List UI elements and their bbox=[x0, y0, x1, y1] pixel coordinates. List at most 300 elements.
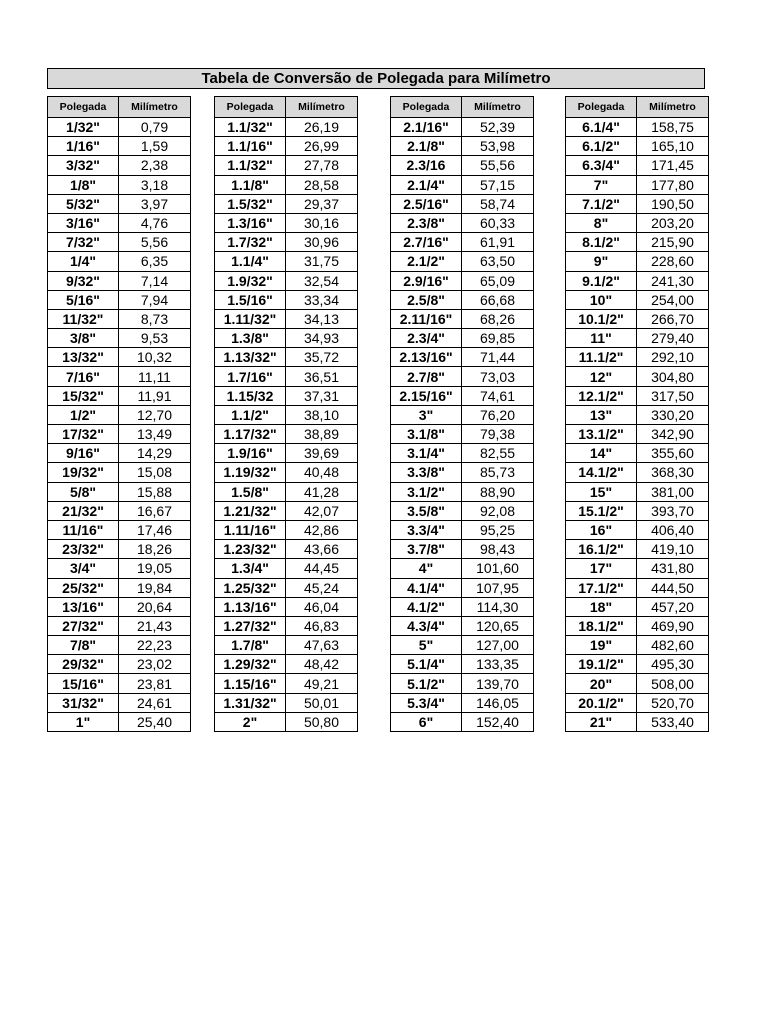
mm-cell: 88,90 bbox=[462, 482, 534, 501]
inch-cell: 2.1/2" bbox=[391, 252, 462, 271]
inch-cell: 1.1/32" bbox=[215, 156, 286, 175]
inch-cell: 3.1/4" bbox=[391, 444, 462, 463]
mm-cell: 3,97 bbox=[119, 194, 191, 213]
column-header-mm: Milímetro bbox=[637, 97, 709, 118]
inch-cell: 2" bbox=[215, 712, 286, 731]
table-row bbox=[48, 137, 191, 156]
mm-cell: 13,49 bbox=[119, 425, 191, 444]
table-row bbox=[48, 367, 191, 386]
table-row bbox=[215, 501, 358, 520]
inch-cell: 2.13/16" bbox=[391, 348, 462, 367]
table-row bbox=[215, 271, 358, 290]
table-row bbox=[215, 559, 358, 578]
table-row bbox=[566, 156, 709, 175]
table-row bbox=[215, 616, 358, 635]
table-row bbox=[566, 520, 709, 539]
table-row bbox=[48, 482, 191, 501]
mm-cell: 38,89 bbox=[286, 425, 358, 444]
inch-cell: 1.7/8" bbox=[215, 636, 286, 655]
mm-cell: 41,28 bbox=[286, 482, 358, 501]
mm-cell: 29,37 bbox=[286, 194, 358, 213]
table-row bbox=[566, 271, 709, 290]
inch-cell: 1.25/32" bbox=[215, 578, 286, 597]
column-header-mm: Milímetro bbox=[462, 97, 534, 118]
inch-cell: 1.11/16" bbox=[215, 520, 286, 539]
mm-cell: 95,25 bbox=[462, 520, 534, 539]
mm-cell: 190,50 bbox=[637, 194, 709, 213]
table-row bbox=[215, 712, 358, 731]
table-row bbox=[48, 405, 191, 424]
table-row bbox=[48, 693, 191, 712]
table-row bbox=[215, 578, 358, 597]
mm-cell: 32,54 bbox=[286, 271, 358, 290]
table-row bbox=[391, 175, 534, 194]
inch-cell: 2.3/8" bbox=[391, 213, 462, 232]
table-row bbox=[566, 329, 709, 348]
mm-cell: 68,26 bbox=[462, 309, 534, 328]
mm-cell: 23,02 bbox=[119, 655, 191, 674]
inch-cell: 18" bbox=[566, 597, 637, 616]
inch-cell: 1.19/32" bbox=[215, 463, 286, 482]
inch-cell: 13/32" bbox=[48, 348, 119, 367]
inch-cell: 2.7/8" bbox=[391, 367, 462, 386]
table-row bbox=[391, 271, 534, 290]
table-row bbox=[391, 444, 534, 463]
inch-cell: 1.13/32" bbox=[215, 348, 286, 367]
mm-cell: 39,69 bbox=[286, 444, 358, 463]
mm-cell: 2,38 bbox=[119, 156, 191, 175]
mm-cell: 73,03 bbox=[462, 367, 534, 386]
mm-cell: 38,10 bbox=[286, 405, 358, 424]
mm-cell: 14,29 bbox=[119, 444, 191, 463]
mm-cell: 15,08 bbox=[119, 463, 191, 482]
mm-cell: 165,10 bbox=[637, 137, 709, 156]
mm-cell: 28,58 bbox=[286, 175, 358, 194]
inch-cell: 1.3/8" bbox=[215, 329, 286, 348]
table-row bbox=[391, 520, 534, 539]
mm-cell: 520,70 bbox=[637, 693, 709, 712]
table-row bbox=[391, 655, 534, 674]
inch-cell: 3.3/8" bbox=[391, 463, 462, 482]
mm-cell: 30,96 bbox=[286, 233, 358, 252]
table-row bbox=[215, 463, 358, 482]
inch-cell: 25/32" bbox=[48, 578, 119, 597]
conversion-table-3 bbox=[390, 96, 534, 732]
mm-cell: 20,64 bbox=[119, 597, 191, 616]
mm-cell: 46,04 bbox=[286, 597, 358, 616]
table-row bbox=[566, 636, 709, 655]
inch-cell: 1.13/16" bbox=[215, 597, 286, 616]
inch-cell: 15/32" bbox=[48, 386, 119, 405]
mm-cell: 82,55 bbox=[462, 444, 534, 463]
inch-cell: 2.3/16 bbox=[391, 156, 462, 175]
mm-cell: 74,61 bbox=[462, 386, 534, 405]
mm-cell: 330,20 bbox=[637, 405, 709, 424]
mm-cell: 23,81 bbox=[119, 674, 191, 693]
inch-cell: 8.1/2" bbox=[566, 233, 637, 252]
mm-cell: 279,40 bbox=[637, 329, 709, 348]
mm-cell: 3,18 bbox=[119, 175, 191, 194]
inch-cell: 13" bbox=[566, 405, 637, 424]
inch-cell: 1.23/32" bbox=[215, 540, 286, 559]
mm-cell: 42,07 bbox=[286, 501, 358, 520]
table-row bbox=[391, 405, 534, 424]
table-row bbox=[215, 674, 358, 693]
table-row bbox=[391, 386, 534, 405]
mm-cell: 508,00 bbox=[637, 674, 709, 693]
column-header-inch: Polegada bbox=[48, 97, 119, 118]
mm-cell: 53,98 bbox=[462, 137, 534, 156]
inch-cell: 15/16" bbox=[48, 674, 119, 693]
table-row bbox=[566, 444, 709, 463]
mm-cell: 11,91 bbox=[119, 386, 191, 405]
table-row bbox=[566, 309, 709, 328]
inch-cell: 2.7/16" bbox=[391, 233, 462, 252]
table-row bbox=[566, 367, 709, 386]
inch-cell: 11.1/2" bbox=[566, 348, 637, 367]
inch-cell: 1.15/32 bbox=[215, 386, 286, 405]
inch-cell: 1/32" bbox=[48, 118, 119, 137]
mm-cell: 146,05 bbox=[462, 693, 534, 712]
table-row bbox=[48, 271, 191, 290]
mm-cell: 26,19 bbox=[286, 118, 358, 137]
inch-cell: 10.1/2" bbox=[566, 309, 637, 328]
table-row bbox=[566, 597, 709, 616]
inch-cell: 11/32" bbox=[48, 309, 119, 328]
inch-cell: 1.21/32" bbox=[215, 501, 286, 520]
table-row bbox=[391, 559, 534, 578]
table-row bbox=[391, 348, 534, 367]
inch-cell: 1.15/16" bbox=[215, 674, 286, 693]
table-row bbox=[566, 559, 709, 578]
mm-cell: 152,40 bbox=[462, 712, 534, 731]
inch-cell: 3/4" bbox=[48, 559, 119, 578]
table-row bbox=[215, 252, 358, 271]
table-row bbox=[391, 233, 534, 252]
mm-cell: 34,13 bbox=[286, 309, 358, 328]
inch-cell: 20" bbox=[566, 674, 637, 693]
table-row bbox=[48, 194, 191, 213]
mm-cell: 17,46 bbox=[119, 520, 191, 539]
table-row bbox=[215, 290, 358, 309]
mm-cell: 368,30 bbox=[637, 463, 709, 482]
mm-cell: 444,50 bbox=[637, 578, 709, 597]
mm-cell: 1,59 bbox=[119, 137, 191, 156]
table-row bbox=[391, 425, 534, 444]
mm-cell: 133,35 bbox=[462, 655, 534, 674]
table-row bbox=[391, 501, 534, 520]
inch-cell: 29/32" bbox=[48, 655, 119, 674]
mm-cell: 381,00 bbox=[637, 482, 709, 501]
mm-cell: 469,90 bbox=[637, 616, 709, 635]
mm-cell: 107,95 bbox=[462, 578, 534, 597]
table-row bbox=[215, 597, 358, 616]
inch-cell: 7/32" bbox=[48, 233, 119, 252]
table-row bbox=[215, 175, 358, 194]
inch-cell: 27/32" bbox=[48, 616, 119, 635]
mm-cell: 30,16 bbox=[286, 213, 358, 232]
table-row bbox=[215, 156, 358, 175]
table-row bbox=[48, 213, 191, 232]
inch-cell: 1" bbox=[48, 712, 119, 731]
inch-cell: 5.3/4" bbox=[391, 693, 462, 712]
mm-cell: 47,63 bbox=[286, 636, 358, 655]
inch-cell: 1/4" bbox=[48, 252, 119, 271]
header-row bbox=[48, 97, 191, 118]
table-row bbox=[566, 616, 709, 635]
mm-cell: 31,75 bbox=[286, 252, 358, 271]
table-row bbox=[48, 616, 191, 635]
inch-cell: 21" bbox=[566, 712, 637, 731]
inch-cell: 1.5/16" bbox=[215, 290, 286, 309]
inch-cell: 3.1/2" bbox=[391, 482, 462, 501]
inch-cell: 19" bbox=[566, 636, 637, 655]
table-row bbox=[391, 540, 534, 559]
table-row bbox=[215, 655, 358, 674]
header-row bbox=[391, 97, 534, 118]
inch-cell: 19.1/2" bbox=[566, 655, 637, 674]
inch-cell: 7.1/2" bbox=[566, 194, 637, 213]
mm-cell: 50,80 bbox=[286, 712, 358, 731]
mm-cell: 50,01 bbox=[286, 693, 358, 712]
table-row bbox=[391, 674, 534, 693]
table-row bbox=[391, 597, 534, 616]
mm-cell: 25,40 bbox=[119, 712, 191, 731]
mm-cell: 158,75 bbox=[637, 118, 709, 137]
mm-cell: 44,45 bbox=[286, 559, 358, 578]
table-row bbox=[566, 118, 709, 137]
table-row bbox=[215, 137, 358, 156]
mm-cell: 40,48 bbox=[286, 463, 358, 482]
mm-cell: 52,39 bbox=[462, 118, 534, 137]
mm-cell: 37,31 bbox=[286, 386, 358, 405]
inch-cell: 1.1/8" bbox=[215, 175, 286, 194]
table-row bbox=[215, 405, 358, 424]
inch-cell: 1.31/32" bbox=[215, 693, 286, 712]
inch-cell: 23/32" bbox=[48, 540, 119, 559]
inch-cell: 1.1/2" bbox=[215, 405, 286, 424]
inch-cell: 3.7/8" bbox=[391, 540, 462, 559]
inch-cell: 1.7/32" bbox=[215, 233, 286, 252]
mm-cell: 120,65 bbox=[462, 616, 534, 635]
table-row bbox=[48, 386, 191, 405]
mm-cell: 292,10 bbox=[637, 348, 709, 367]
mm-cell: 7,94 bbox=[119, 290, 191, 309]
table-row bbox=[215, 636, 358, 655]
inch-cell: 1.7/16" bbox=[215, 367, 286, 386]
inch-cell: 12" bbox=[566, 367, 637, 386]
table-row bbox=[215, 540, 358, 559]
mm-cell: 431,80 bbox=[637, 559, 709, 578]
inch-cell: 13/16" bbox=[48, 597, 119, 616]
inch-cell: 6.1/4" bbox=[566, 118, 637, 137]
mm-cell: 63,50 bbox=[462, 252, 534, 271]
mm-cell: 49,21 bbox=[286, 674, 358, 693]
table-row bbox=[215, 444, 358, 463]
inch-cell: 15.1/2" bbox=[566, 501, 637, 520]
table-row bbox=[48, 501, 191, 520]
mm-cell: 46,83 bbox=[286, 616, 358, 635]
mm-cell: 61,91 bbox=[462, 233, 534, 252]
mm-cell: 19,05 bbox=[119, 559, 191, 578]
table-row bbox=[391, 309, 534, 328]
mm-cell: 406,40 bbox=[637, 520, 709, 539]
table-row bbox=[391, 118, 534, 137]
table-row bbox=[566, 252, 709, 271]
mm-cell: 35,72 bbox=[286, 348, 358, 367]
table-row bbox=[391, 712, 534, 731]
mm-cell: 76,20 bbox=[462, 405, 534, 424]
mm-cell: 9,53 bbox=[119, 329, 191, 348]
mm-cell: 22,23 bbox=[119, 636, 191, 655]
table-row bbox=[566, 137, 709, 156]
inch-cell: 1.3/16" bbox=[215, 213, 286, 232]
table-row bbox=[48, 712, 191, 731]
mm-cell: 127,00 bbox=[462, 636, 534, 655]
table-row bbox=[566, 540, 709, 559]
column-header-mm: Milímetro bbox=[286, 97, 358, 118]
mm-cell: 457,20 bbox=[637, 597, 709, 616]
mm-cell: 27,78 bbox=[286, 156, 358, 175]
table-row bbox=[566, 405, 709, 424]
inch-cell: 9/16" bbox=[48, 444, 119, 463]
conversion-table-4 bbox=[565, 96, 709, 732]
table-row bbox=[48, 329, 191, 348]
table-row bbox=[48, 559, 191, 578]
table-row bbox=[48, 674, 191, 693]
mm-cell: 139,70 bbox=[462, 674, 534, 693]
table-row bbox=[48, 655, 191, 674]
table-row bbox=[391, 290, 534, 309]
table-row bbox=[566, 482, 709, 501]
inch-cell: 2.3/4" bbox=[391, 329, 462, 348]
mm-cell: 19,84 bbox=[119, 578, 191, 597]
inch-cell: 1/16" bbox=[48, 137, 119, 156]
inch-cell: 6.1/2" bbox=[566, 137, 637, 156]
mm-cell: 254,00 bbox=[637, 290, 709, 309]
table-row bbox=[48, 636, 191, 655]
mm-cell: 10,32 bbox=[119, 348, 191, 367]
table-row bbox=[48, 578, 191, 597]
inch-cell: 1.27/32" bbox=[215, 616, 286, 635]
mm-cell: 5,56 bbox=[119, 233, 191, 252]
inch-cell: 1.11/32" bbox=[215, 309, 286, 328]
mm-cell: 57,15 bbox=[462, 175, 534, 194]
inch-cell: 19/32" bbox=[48, 463, 119, 482]
table-row bbox=[391, 194, 534, 213]
mm-cell: 79,38 bbox=[462, 425, 534, 444]
inch-cell: 17.1/2" bbox=[566, 578, 637, 597]
inch-cell: 5/32" bbox=[48, 194, 119, 213]
table-row bbox=[566, 693, 709, 712]
mm-cell: 215,90 bbox=[637, 233, 709, 252]
inch-cell: 14" bbox=[566, 444, 637, 463]
mm-cell: 66,68 bbox=[462, 290, 534, 309]
inch-cell: 4.3/4" bbox=[391, 616, 462, 635]
inch-cell: 5.1/4" bbox=[391, 655, 462, 674]
inch-cell: 3" bbox=[391, 405, 462, 424]
mm-cell: 26,99 bbox=[286, 137, 358, 156]
inch-cell: 12.1/2" bbox=[566, 386, 637, 405]
inch-cell: 1.9/16" bbox=[215, 444, 286, 463]
mm-cell: 43,66 bbox=[286, 540, 358, 559]
mm-cell: 6,35 bbox=[119, 252, 191, 271]
table-row bbox=[48, 233, 191, 252]
inch-cell: 1.1/32" bbox=[215, 118, 286, 137]
inch-cell: 3/32" bbox=[48, 156, 119, 175]
table-row bbox=[391, 578, 534, 597]
table-row bbox=[215, 118, 358, 137]
inch-cell: 9/32" bbox=[48, 271, 119, 290]
mm-cell: 71,44 bbox=[462, 348, 534, 367]
inch-cell: 1.29/32" bbox=[215, 655, 286, 674]
table-row bbox=[215, 194, 358, 213]
table-row bbox=[48, 290, 191, 309]
table-row bbox=[391, 367, 534, 386]
mm-cell: 355,60 bbox=[637, 444, 709, 463]
mm-cell: 101,60 bbox=[462, 559, 534, 578]
table-row bbox=[391, 156, 534, 175]
inch-cell: 4.1/2" bbox=[391, 597, 462, 616]
mm-cell: 85,73 bbox=[462, 463, 534, 482]
header-row bbox=[566, 97, 709, 118]
inch-cell: 1.3/4" bbox=[215, 559, 286, 578]
inch-cell: 3/8" bbox=[48, 329, 119, 348]
inch-cell: 1.1/4" bbox=[215, 252, 286, 271]
inch-cell: 21/32" bbox=[48, 501, 119, 520]
inch-cell: 1.5/32" bbox=[215, 194, 286, 213]
mm-cell: 7,14 bbox=[119, 271, 191, 290]
column-header-inch: Polegada bbox=[215, 97, 286, 118]
table-row bbox=[48, 425, 191, 444]
mm-cell: 482,60 bbox=[637, 636, 709, 655]
table-row bbox=[391, 616, 534, 635]
mm-cell: 317,50 bbox=[637, 386, 709, 405]
inch-cell: 6.3/4" bbox=[566, 156, 637, 175]
mm-cell: 241,30 bbox=[637, 271, 709, 290]
table-row bbox=[48, 444, 191, 463]
inch-cell: 2.1/16" bbox=[391, 118, 462, 137]
page-title: Tabela de Conversão de Polegada para Milímetro bbox=[47, 68, 705, 89]
mm-cell: 65,09 bbox=[462, 271, 534, 290]
mm-cell: 11,11 bbox=[119, 367, 191, 386]
table-row bbox=[215, 386, 358, 405]
table-row bbox=[215, 693, 358, 712]
mm-cell: 393,70 bbox=[637, 501, 709, 520]
inch-cell: 3.3/4" bbox=[391, 520, 462, 539]
mm-cell: 419,10 bbox=[637, 540, 709, 559]
table-row bbox=[215, 213, 358, 232]
table-row bbox=[215, 482, 358, 501]
table-row bbox=[566, 425, 709, 444]
mm-cell: 48,42 bbox=[286, 655, 358, 674]
conversion-table-1 bbox=[47, 96, 191, 732]
table-row bbox=[48, 309, 191, 328]
inch-cell: 5" bbox=[391, 636, 462, 655]
table-row bbox=[48, 348, 191, 367]
table-row bbox=[215, 329, 358, 348]
table-row bbox=[391, 329, 534, 348]
table-row bbox=[48, 175, 191, 194]
mm-cell: 60,33 bbox=[462, 213, 534, 232]
table-row bbox=[215, 425, 358, 444]
mm-cell: 16,67 bbox=[119, 501, 191, 520]
table-row bbox=[215, 348, 358, 367]
mm-cell: 12,70 bbox=[119, 405, 191, 424]
table-row bbox=[215, 367, 358, 386]
mm-cell: 69,85 bbox=[462, 329, 534, 348]
column-header-inch: Polegada bbox=[391, 97, 462, 118]
